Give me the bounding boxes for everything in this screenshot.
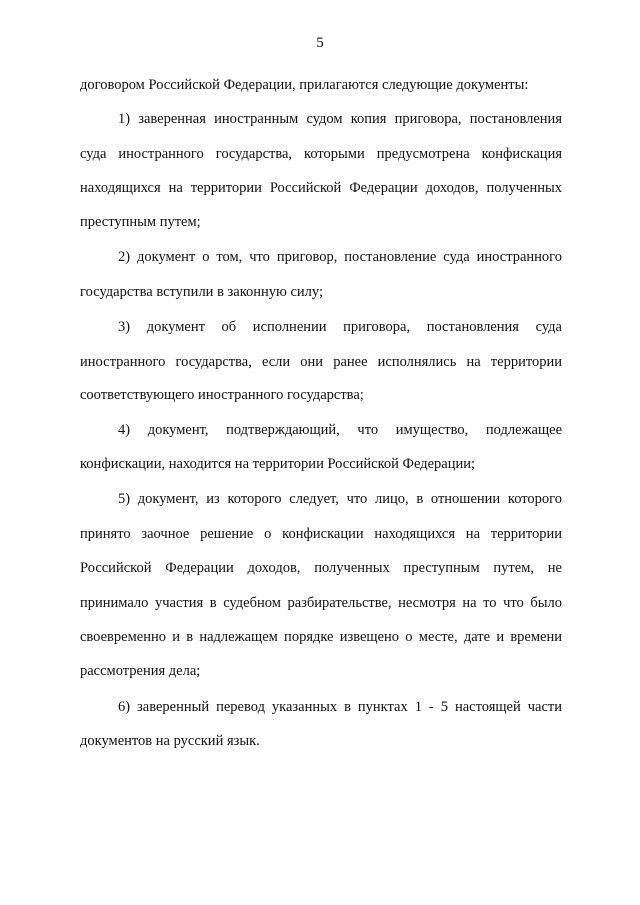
text-line: иностранного государства, если они ранее исполнялись на территории [80,354,562,370]
text-line: соответствующего иностранного государства; [80,387,364,403]
list-item-1-line: 1) заверенная иностранным судом копия приговора, постановления [118,111,562,127]
text-line: Российской Федерации доходов, полученных преступным путем, не [80,560,562,576]
page-number: 5 [316,35,324,51]
text-line: преступным путем; [80,214,201,230]
text-line: государства вступили в законную силу; [80,284,324,300]
text-line: принято заочное решение о конфискации находящихся на территории [80,526,562,542]
text-line: рассмотрения дела; [80,663,201,679]
list-item-6-line: 6) заверенный перевод указанных в пунктах 1 - 5 настоящей части [118,699,562,715]
text-line: документов на русский язык. [80,733,260,749]
list-item-3-line: 3) документ об исполнении приговора, постановления суда [118,319,562,335]
list-item-2-line: 2) документ о том, что приговор, постановление суда иностранного [118,249,562,265]
text-line: своевременно и в надлежащем порядке извещено о месте, дате и времени [80,629,562,645]
text-line: суда иностранного государства, которыми предусмотрена конфискация [80,146,562,162]
text-line: принимало участия в судебном разбирательстве, несмотря на то что было [80,595,562,611]
text-line: находящихся на территории Российской Федерации доходов, полученных [80,180,562,196]
list-item-5-line: 5) документ, из которого следует, что лицо, в отношении которого [118,491,562,507]
text-line: конфискации, находится на территории Российской Федерации; [80,456,476,472]
list-item-4-line: 4) документ, подтверждающий, что имущество, подлежащее [118,422,562,438]
text-line: договором Российской Федерации, прилагаются следующие документы: [80,77,529,93]
